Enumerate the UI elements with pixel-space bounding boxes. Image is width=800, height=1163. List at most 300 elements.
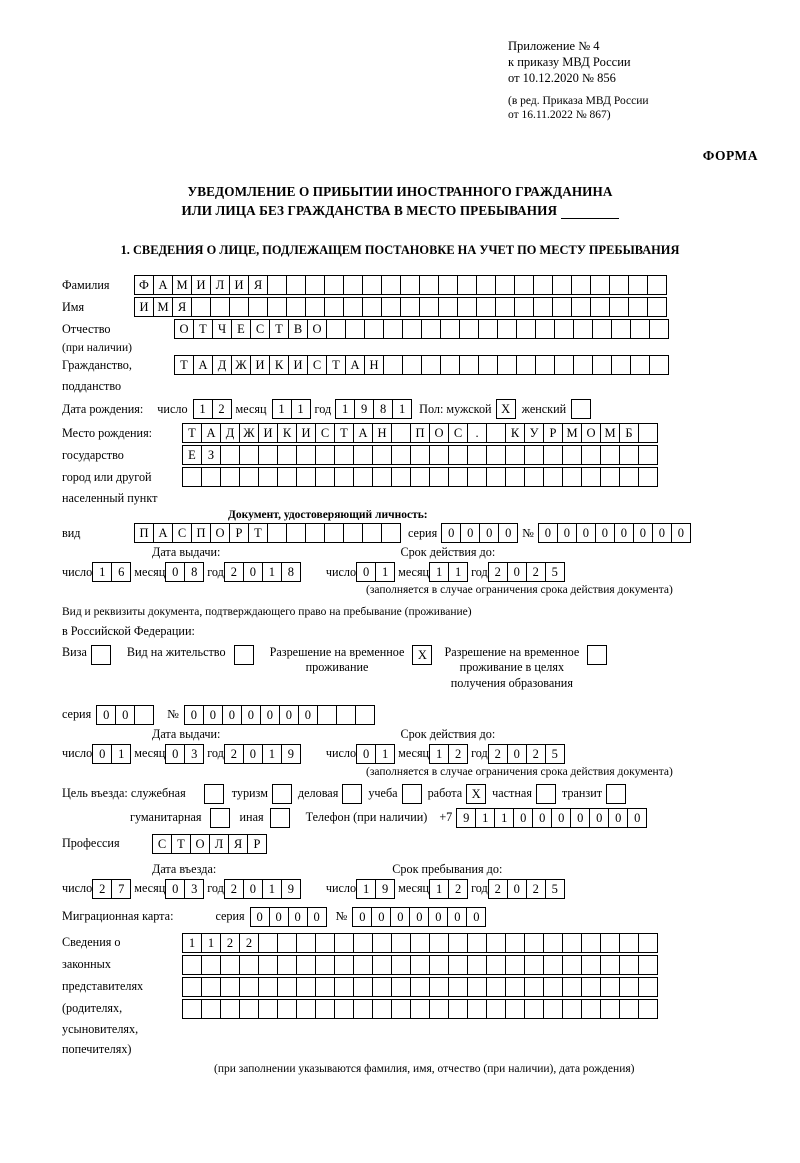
- char-cell[interactable]: [410, 933, 430, 953]
- char-cell[interactable]: 2: [488, 744, 508, 764]
- char-cell[interactable]: [486, 977, 506, 997]
- char-cell[interactable]: [647, 275, 667, 295]
- char-cell[interactable]: [239, 999, 259, 1019]
- char-cell[interactable]: 2: [488, 879, 508, 899]
- char-cell[interactable]: 0: [96, 705, 116, 725]
- char-cell[interactable]: Т: [248, 523, 268, 543]
- doc-valid-day-cells[interactable]: [356, 562, 394, 582]
- char-cell[interactable]: [543, 977, 563, 997]
- char-cell[interactable]: 2: [448, 879, 468, 899]
- char-cell[interactable]: [638, 423, 658, 443]
- char-cell[interactable]: Т: [171, 834, 191, 854]
- char-cell[interactable]: [134, 705, 154, 725]
- char-cell[interactable]: С: [152, 834, 172, 854]
- char-cell[interactable]: [638, 955, 658, 975]
- birth-year-cells[interactable]: [335, 399, 411, 419]
- char-cell[interactable]: 1: [92, 562, 112, 582]
- char-cell[interactable]: [611, 319, 631, 339]
- char-cell[interactable]: 8: [281, 562, 301, 582]
- char-cell[interactable]: [543, 467, 563, 487]
- char-cell[interactable]: [182, 467, 202, 487]
- char-cell[interactable]: [524, 445, 544, 465]
- permit-number-cells[interactable]: [184, 705, 374, 725]
- char-cell[interactable]: 0: [241, 705, 261, 725]
- char-cell[interactable]: П: [134, 523, 154, 543]
- char-cell[interactable]: [552, 297, 572, 317]
- char-cell[interactable]: [486, 423, 506, 443]
- char-cell[interactable]: 1: [429, 562, 449, 582]
- char-cell[interactable]: Ч: [212, 319, 232, 339]
- char-cell[interactable]: [486, 999, 506, 1019]
- stay-day-cells[interactable]: [356, 879, 394, 899]
- birthplace-cells-row1[interactable]: [182, 423, 657, 443]
- char-cell[interactable]: [305, 523, 325, 543]
- char-cell[interactable]: 0: [298, 705, 318, 725]
- char-cell[interactable]: [571, 297, 591, 317]
- char-cell[interactable]: [543, 933, 563, 953]
- char-cell[interactable]: [381, 297, 401, 317]
- char-cell[interactable]: [562, 955, 582, 975]
- char-cell[interactable]: [457, 297, 477, 317]
- char-cell[interactable]: 1: [429, 879, 449, 899]
- char-cell[interactable]: 1: [475, 808, 495, 828]
- char-cell[interactable]: [391, 933, 411, 953]
- char-cell[interactable]: [429, 977, 449, 997]
- mc-number-cells[interactable]: [352, 907, 485, 927]
- char-cell[interactable]: [486, 955, 506, 975]
- char-cell[interactable]: У: [524, 423, 544, 443]
- char-cell[interactable]: [495, 275, 515, 295]
- char-cell[interactable]: 7: [111, 879, 131, 899]
- char-cell[interactable]: 2: [224, 879, 244, 899]
- entry-year-cells[interactable]: [224, 879, 300, 899]
- char-cell[interactable]: [267, 275, 287, 295]
- char-cell[interactable]: [343, 275, 363, 295]
- char-cell[interactable]: [296, 977, 316, 997]
- char-cell[interactable]: [372, 445, 392, 465]
- char-cell[interactable]: 5: [545, 744, 565, 764]
- char-cell[interactable]: 3: [184, 879, 204, 899]
- char-cell[interactable]: [478, 355, 498, 375]
- char-cell[interactable]: [638, 933, 658, 953]
- entry-month-cells[interactable]: [165, 879, 203, 899]
- char-cell[interactable]: [573, 355, 593, 375]
- char-cell[interactable]: 0: [390, 907, 410, 927]
- char-cell[interactable]: [448, 445, 468, 465]
- char-cell[interactable]: [277, 933, 297, 953]
- char-cell[interactable]: [571, 275, 591, 295]
- char-cell[interactable]: [438, 297, 458, 317]
- permit-series-cells[interactable]: [96, 705, 153, 725]
- char-cell[interactable]: 0: [356, 562, 376, 582]
- char-cell[interactable]: [362, 297, 382, 317]
- char-cell[interactable]: [478, 319, 498, 339]
- purpose-study-checkbox[interactable]: [402, 784, 422, 804]
- char-cell[interactable]: 0: [576, 523, 596, 543]
- char-cell[interactable]: [353, 933, 373, 953]
- char-cell[interactable]: [611, 355, 631, 375]
- char-cell[interactable]: [334, 955, 354, 975]
- char-cell[interactable]: 9: [456, 808, 476, 828]
- char-cell[interactable]: 2: [220, 933, 240, 953]
- char-cell[interactable]: Я: [228, 834, 248, 854]
- char-cell[interactable]: [554, 319, 574, 339]
- char-cell[interactable]: 0: [371, 907, 391, 927]
- char-cell[interactable]: 0: [551, 808, 571, 828]
- char-cell[interactable]: А: [201, 423, 221, 443]
- char-cell[interactable]: И: [229, 275, 249, 295]
- char-cell[interactable]: Т: [334, 423, 354, 443]
- char-cell[interactable]: [336, 705, 356, 725]
- char-cell[interactable]: .: [467, 423, 487, 443]
- char-cell[interactable]: 1: [111, 744, 131, 764]
- char-cell[interactable]: 2: [526, 744, 546, 764]
- char-cell[interactable]: [391, 445, 411, 465]
- purpose-tourism-checkbox[interactable]: [272, 784, 292, 804]
- char-cell[interactable]: З: [201, 445, 221, 465]
- mc-series-cells[interactable]: [250, 907, 326, 927]
- char-cell[interactable]: [467, 467, 487, 487]
- char-cell[interactable]: [448, 467, 468, 487]
- char-cell[interactable]: [467, 933, 487, 953]
- char-cell[interactable]: 0: [184, 705, 204, 725]
- char-cell[interactable]: С: [315, 423, 335, 443]
- char-cell[interactable]: 0: [279, 705, 299, 725]
- surname-cells[interactable]: [134, 275, 666, 295]
- char-cell[interactable]: [497, 319, 517, 339]
- phone-cells[interactable]: [456, 808, 646, 828]
- char-cell[interactable]: [372, 977, 392, 997]
- char-cell[interactable]: 0: [115, 705, 135, 725]
- char-cell[interactable]: 8: [373, 399, 393, 419]
- char-cell[interactable]: [448, 999, 468, 1019]
- char-cell[interactable]: 0: [243, 744, 263, 764]
- char-cell[interactable]: [638, 977, 658, 997]
- char-cell[interactable]: [326, 319, 346, 339]
- char-cell[interactable]: [305, 297, 325, 317]
- char-cell[interactable]: [334, 999, 354, 1019]
- char-cell[interactable]: [476, 275, 496, 295]
- char-cell[interactable]: [402, 319, 422, 339]
- permit-issue-month-cells[interactable]: [165, 744, 203, 764]
- char-cell[interactable]: [296, 467, 316, 487]
- char-cell[interactable]: [248, 297, 268, 317]
- purpose-transit-checkbox[interactable]: [606, 784, 626, 804]
- char-cell[interactable]: [619, 977, 639, 997]
- stay-month-cells[interactable]: [429, 879, 467, 899]
- char-cell[interactable]: [600, 445, 620, 465]
- doc-kind-cells[interactable]: [134, 523, 400, 543]
- char-cell[interactable]: [239, 977, 259, 997]
- char-cell[interactable]: 2: [239, 933, 259, 953]
- doc-series-cells[interactable]: [441, 523, 517, 543]
- char-cell[interactable]: [592, 355, 612, 375]
- char-cell[interactable]: [619, 933, 639, 953]
- char-cell[interactable]: 0: [538, 523, 558, 543]
- char-cell[interactable]: 0: [165, 744, 185, 764]
- char-cell[interactable]: [286, 523, 306, 543]
- permit-issue-year-cells[interactable]: [224, 744, 300, 764]
- char-cell[interactable]: [353, 977, 373, 997]
- sex-male-checkbox[interactable]: X: [496, 399, 516, 419]
- char-cell[interactable]: [619, 467, 639, 487]
- char-cell[interactable]: 0: [269, 907, 289, 927]
- char-cell[interactable]: [516, 319, 536, 339]
- char-cell[interactable]: [182, 999, 202, 1019]
- char-cell[interactable]: [600, 977, 620, 997]
- char-cell[interactable]: [467, 977, 487, 997]
- char-cell[interactable]: [345, 319, 365, 339]
- char-cell[interactable]: 2: [212, 399, 232, 419]
- char-cell[interactable]: [440, 355, 460, 375]
- char-cell[interactable]: [334, 933, 354, 953]
- char-cell[interactable]: И: [250, 355, 270, 375]
- char-cell[interactable]: [355, 705, 375, 725]
- char-cell[interactable]: [267, 523, 287, 543]
- char-cell[interactable]: [649, 355, 669, 375]
- char-cell[interactable]: И: [258, 423, 278, 443]
- char-cell[interactable]: 0: [627, 808, 647, 828]
- char-cell[interactable]: Я: [172, 297, 192, 317]
- char-cell[interactable]: 0: [447, 907, 467, 927]
- char-cell[interactable]: [581, 955, 601, 975]
- char-cell[interactable]: [448, 955, 468, 975]
- char-cell[interactable]: [638, 999, 658, 1019]
- char-cell[interactable]: [638, 445, 658, 465]
- char-cell[interactable]: 0: [352, 907, 372, 927]
- char-cell[interactable]: М: [600, 423, 620, 443]
- char-cell[interactable]: 2: [224, 744, 244, 764]
- char-cell[interactable]: [467, 445, 487, 465]
- char-cell[interactable]: 0: [409, 907, 429, 927]
- char-cell[interactable]: [630, 355, 650, 375]
- char-cell[interactable]: 1: [262, 879, 282, 899]
- char-cell[interactable]: [315, 933, 335, 953]
- char-cell[interactable]: 1: [392, 399, 412, 419]
- temp-residence-checkbox[interactable]: X: [412, 645, 432, 665]
- char-cell[interactable]: Д: [212, 355, 232, 375]
- char-cell[interactable]: 1: [335, 399, 355, 419]
- doc-valid-year-cells[interactable]: [488, 562, 564, 582]
- char-cell[interactable]: [296, 445, 316, 465]
- char-cell[interactable]: 2: [526, 562, 546, 582]
- char-cell[interactable]: 0: [507, 744, 527, 764]
- char-cell[interactable]: Т: [174, 355, 194, 375]
- char-cell[interactable]: [600, 999, 620, 1019]
- patronymic-cells[interactable]: [174, 319, 668, 339]
- char-cell[interactable]: [372, 933, 392, 953]
- char-cell[interactable]: 1: [291, 399, 311, 419]
- char-cell[interactable]: 0: [532, 808, 552, 828]
- permit-valid-year-cells[interactable]: [488, 744, 564, 764]
- char-cell[interactable]: [315, 445, 335, 465]
- char-cell[interactable]: [562, 977, 582, 997]
- purpose-work-checkbox[interactable]: X: [466, 784, 486, 804]
- char-cell[interactable]: [258, 977, 278, 997]
- char-cell[interactable]: [619, 955, 639, 975]
- char-cell[interactable]: [353, 955, 373, 975]
- char-cell[interactable]: [296, 999, 316, 1019]
- char-cell[interactable]: [317, 705, 337, 725]
- char-cell[interactable]: Т: [269, 319, 289, 339]
- char-cell[interactable]: 0: [633, 523, 653, 543]
- char-cell[interactable]: [573, 319, 593, 339]
- char-cell[interactable]: И: [134, 297, 154, 317]
- char-cell[interactable]: 9: [281, 879, 301, 899]
- char-cell[interactable]: [630, 319, 650, 339]
- char-cell[interactable]: 5: [545, 879, 565, 899]
- char-cell[interactable]: Т: [193, 319, 213, 339]
- legal-rep-cells-row2[interactable]: [182, 955, 657, 975]
- char-cell[interactable]: [220, 999, 240, 1019]
- char-cell[interactable]: [467, 955, 487, 975]
- char-cell[interactable]: [505, 999, 525, 1019]
- char-cell[interactable]: [372, 955, 392, 975]
- char-cell[interactable]: 0: [614, 523, 634, 543]
- char-cell[interactable]: Ж: [239, 423, 259, 443]
- char-cell[interactable]: [410, 467, 430, 487]
- char-cell[interactable]: [391, 999, 411, 1019]
- char-cell[interactable]: 0: [466, 907, 486, 927]
- char-cell[interactable]: [486, 445, 506, 465]
- char-cell[interactable]: [315, 467, 335, 487]
- char-cell[interactable]: [334, 467, 354, 487]
- char-cell[interactable]: [201, 467, 221, 487]
- char-cell[interactable]: Т: [182, 423, 202, 443]
- char-cell[interactable]: 0: [92, 744, 112, 764]
- char-cell[interactable]: 0: [479, 523, 499, 543]
- char-cell[interactable]: [592, 319, 612, 339]
- char-cell[interactable]: [383, 319, 403, 339]
- char-cell[interactable]: Р: [247, 834, 267, 854]
- char-cell[interactable]: Е: [182, 445, 202, 465]
- char-cell[interactable]: [315, 955, 335, 975]
- char-cell[interactable]: [628, 275, 648, 295]
- char-cell[interactable]: Д: [220, 423, 240, 443]
- char-cell[interactable]: [239, 955, 259, 975]
- char-cell[interactable]: Я: [248, 275, 268, 295]
- char-cell[interactable]: [524, 999, 544, 1019]
- doc-number-cells[interactable]: [538, 523, 690, 543]
- char-cell[interactable]: Р: [543, 423, 563, 443]
- char-cell[interactable]: [429, 445, 449, 465]
- legal-rep-cells-row3[interactable]: [182, 977, 657, 997]
- name-cells[interactable]: [134, 297, 666, 317]
- char-cell[interactable]: [364, 319, 384, 339]
- char-cell[interactable]: [296, 955, 316, 975]
- sex-female-checkbox[interactable]: [571, 399, 591, 419]
- permit-issue-day-cells[interactable]: [92, 744, 130, 764]
- char-cell[interactable]: 1: [262, 744, 282, 764]
- legal-rep-cells-row1[interactable]: [182, 933, 657, 953]
- char-cell[interactable]: 1: [182, 933, 202, 953]
- char-cell[interactable]: П: [410, 423, 430, 443]
- char-cell[interactable]: С: [307, 355, 327, 375]
- char-cell[interactable]: 9: [354, 399, 374, 419]
- char-cell[interactable]: [324, 275, 344, 295]
- char-cell[interactable]: Е: [231, 319, 251, 339]
- char-cell[interactable]: [535, 355, 555, 375]
- char-cell[interactable]: С: [250, 319, 270, 339]
- char-cell[interactable]: К: [269, 355, 289, 375]
- char-cell[interactable]: [381, 523, 401, 543]
- char-cell[interactable]: Б: [619, 423, 639, 443]
- char-cell[interactable]: [324, 297, 344, 317]
- char-cell[interactable]: [505, 467, 525, 487]
- doc-issue-month-cells[interactable]: [165, 562, 203, 582]
- char-cell[interactable]: 0: [165, 562, 185, 582]
- char-cell[interactable]: М: [562, 423, 582, 443]
- char-cell[interactable]: О: [429, 423, 449, 443]
- char-cell[interactable]: [402, 355, 422, 375]
- char-cell[interactable]: [524, 955, 544, 975]
- char-cell[interactable]: [533, 275, 553, 295]
- char-cell[interactable]: [505, 977, 525, 997]
- char-cell[interactable]: [440, 319, 460, 339]
- char-cell[interactable]: [421, 355, 441, 375]
- char-cell[interactable]: 0: [307, 907, 327, 927]
- char-cell[interactable]: [590, 297, 610, 317]
- char-cell[interactable]: [533, 297, 553, 317]
- char-cell[interactable]: [334, 445, 354, 465]
- char-cell[interactable]: [201, 977, 221, 997]
- char-cell[interactable]: 0: [498, 523, 518, 543]
- char-cell[interactable]: [391, 467, 411, 487]
- char-cell[interactable]: [505, 955, 525, 975]
- char-cell[interactable]: 1: [448, 562, 468, 582]
- char-cell[interactable]: 6: [111, 562, 131, 582]
- birthplace-cells-row3[interactable]: [182, 467, 657, 487]
- char-cell[interactable]: [619, 445, 639, 465]
- char-cell[interactable]: 2: [448, 744, 468, 764]
- char-cell[interactable]: [353, 999, 373, 1019]
- char-cell[interactable]: О: [174, 319, 194, 339]
- char-cell[interactable]: [581, 933, 601, 953]
- char-cell[interactable]: [362, 275, 382, 295]
- char-cell[interactable]: 0: [243, 879, 263, 899]
- char-cell[interactable]: 0: [250, 907, 270, 927]
- char-cell[interactable]: 1: [356, 879, 376, 899]
- char-cell[interactable]: [201, 999, 221, 1019]
- char-cell[interactable]: 0: [589, 808, 609, 828]
- char-cell[interactable]: [343, 523, 363, 543]
- char-cell[interactable]: 0: [652, 523, 672, 543]
- char-cell[interactable]: [220, 955, 240, 975]
- doc-issue-year-cells[interactable]: [224, 562, 300, 582]
- char-cell[interactable]: [457, 275, 477, 295]
- char-cell[interactable]: [239, 467, 259, 487]
- char-cell[interactable]: [421, 319, 441, 339]
- char-cell[interactable]: С: [448, 423, 468, 443]
- char-cell[interactable]: [372, 467, 392, 487]
- char-cell[interactable]: А: [153, 275, 173, 295]
- char-cell[interactable]: [277, 999, 297, 1019]
- char-cell[interactable]: [353, 467, 373, 487]
- char-cell[interactable]: [448, 977, 468, 997]
- char-cell[interactable]: О: [190, 834, 210, 854]
- visa-checkbox[interactable]: [91, 645, 111, 665]
- char-cell[interactable]: [315, 977, 335, 997]
- char-cell[interactable]: [543, 999, 563, 1019]
- char-cell[interactable]: Ф: [134, 275, 154, 295]
- char-cell[interactable]: [429, 933, 449, 953]
- char-cell[interactable]: [419, 297, 439, 317]
- char-cell[interactable]: [391, 955, 411, 975]
- char-cell[interactable]: Л: [209, 834, 229, 854]
- char-cell[interactable]: [524, 467, 544, 487]
- char-cell[interactable]: [277, 445, 297, 465]
- char-cell[interactable]: [210, 297, 230, 317]
